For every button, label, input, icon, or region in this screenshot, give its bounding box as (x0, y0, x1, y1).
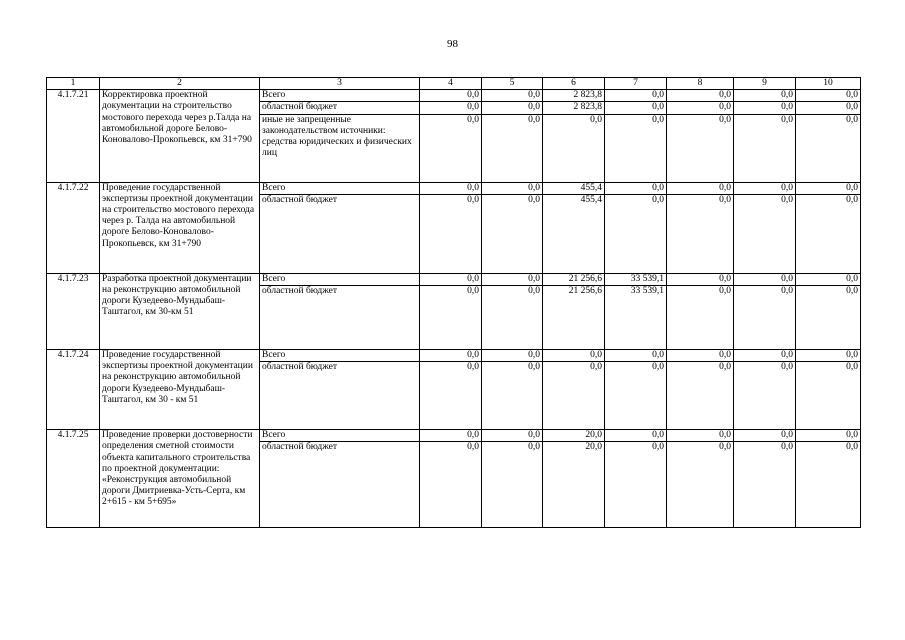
value-cell: 0,0 (667, 362, 734, 430)
value-cell: 0,0 (667, 430, 734, 442)
value-cell: 0,0 (796, 442, 861, 528)
value-cell: 0,0 (482, 194, 543, 273)
value-cell: 0,0 (734, 286, 796, 350)
row-description: Проведение государственной экспертизы проектной документации на строительство мостового перехода через р. Талда на автомобильной дороге Белово-Коновалово-Прокопьевск, км 31+790 (100, 182, 260, 273)
table-row (47, 273, 861, 285)
value-cell: 0,0 (605, 350, 667, 362)
table-row (47, 182, 861, 194)
table-row (47, 350, 861, 362)
table-row (47, 90, 861, 102)
value-cell: 0,0 (796, 273, 861, 285)
value-cell: 0,0 (667, 90, 734, 102)
value-cell: 0,0 (734, 194, 796, 273)
funding-source: Всего (260, 430, 420, 442)
value-cell: 0,0 (796, 362, 861, 430)
value-cell: 0,0 (796, 114, 861, 182)
header-row (47, 78, 861, 90)
column-header: 3 (260, 78, 420, 90)
value-cell: 0,0 (734, 442, 796, 528)
budget-table (46, 77, 861, 528)
column-header: 4 (420, 78, 482, 90)
value-cell: 0,0 (420, 362, 482, 430)
value-cell: 0,0 (605, 90, 667, 102)
row-code: 4.1.7.25 (47, 430, 100, 528)
page-number: 98 (447, 38, 458, 50)
value-cell: 33 539,1 (605, 273, 667, 285)
funding-source: иные не запрещенные законодательством источники: средства юридических и физических лиц (260, 114, 420, 182)
value-cell: 0,0 (734, 90, 796, 102)
value-cell: 0,0 (420, 90, 482, 102)
value-cell: 0,0 (796, 430, 861, 442)
value-cell: 0,0 (667, 286, 734, 350)
value-cell: 0,0 (796, 90, 861, 102)
value-cell: 0,0 (605, 430, 667, 442)
value-cell: 20,0 (543, 442, 605, 528)
row-description: Разработка проектной документации на реконструкцию автомобильной дороги Кузедеево-Мундыбаш-Таштагол, км 30-км 51 (100, 273, 260, 349)
value-cell: 0,0 (482, 114, 543, 182)
value-cell: 0,0 (605, 114, 667, 182)
value-cell: 0,0 (482, 286, 543, 350)
column-header: 9 (734, 78, 796, 90)
value-cell: 0,0 (543, 350, 605, 362)
value-cell: 0,0 (420, 102, 482, 114)
value-cell: 0,0 (420, 286, 482, 350)
value-cell: 33 539,1 (605, 286, 667, 350)
table-row (47, 430, 861, 442)
value-cell: 2 823,8 (543, 102, 605, 114)
value-cell: 2 823,8 (543, 90, 605, 102)
column-header: 7 (605, 78, 667, 90)
value-cell: 0,0 (734, 273, 796, 285)
value-cell: 0,0 (734, 114, 796, 182)
value-cell: 0,0 (667, 182, 734, 194)
value-cell: 0,0 (605, 182, 667, 194)
column-header: 8 (667, 78, 734, 90)
row-code: 4.1.7.24 (47, 350, 100, 430)
column-header: 6 (543, 78, 605, 90)
row-description: Проведение государственной экспертизы проектной документации на реконструкцию автомобильной дороги Кузедеево-Мундыбаш-Таштагол, км 30 - км 51 (100, 350, 260, 430)
value-cell: 0,0 (734, 102, 796, 114)
value-cell: 0,0 (420, 114, 482, 182)
value-cell: 455,4 (543, 182, 605, 194)
funding-source: областной бюджет (260, 362, 420, 430)
funding-source: областной бюджет (260, 194, 420, 273)
value-cell: 0,0 (796, 102, 861, 114)
value-cell: 0,0 (734, 350, 796, 362)
value-cell: 0,0 (667, 194, 734, 273)
funding-source: областной бюджет (260, 102, 420, 114)
value-cell: 0,0 (667, 350, 734, 362)
value-cell: 0,0 (734, 182, 796, 194)
value-cell: 0,0 (482, 430, 543, 442)
value-cell: 0,0 (420, 194, 482, 273)
funding-source: областной бюджет (260, 286, 420, 350)
value-cell: 21 256,6 (543, 273, 605, 285)
value-cell: 0,0 (482, 102, 543, 114)
value-cell: 0,0 (605, 194, 667, 273)
value-cell: 0,0 (667, 273, 734, 285)
column-header: 10 (796, 78, 861, 90)
value-cell: 0,0 (605, 102, 667, 114)
value-cell: 0,0 (420, 442, 482, 528)
column-header: 5 (482, 78, 543, 90)
value-cell: 0,0 (420, 430, 482, 442)
value-cell: 0,0 (796, 182, 861, 194)
column-header: 1 (47, 78, 100, 90)
value-cell: 0,0 (420, 273, 482, 285)
value-cell: 0,0 (482, 182, 543, 194)
value-cell: 0,0 (796, 350, 861, 362)
funding-source: Всего (260, 350, 420, 362)
value-cell: 0,0 (796, 286, 861, 350)
value-cell: 0,0 (667, 102, 734, 114)
value-cell: 20,0 (543, 430, 605, 442)
value-cell: 0,0 (543, 362, 605, 430)
value-cell: 0,0 (482, 442, 543, 528)
value-cell: 0,0 (605, 362, 667, 430)
value-cell: 0,0 (482, 90, 543, 102)
value-cell: 0,0 (605, 442, 667, 528)
funding-source: Всего (260, 90, 420, 102)
value-cell: 21 256,6 (543, 286, 605, 350)
value-cell: 455,4 (543, 194, 605, 273)
funding-source: областной бюджет (260, 442, 420, 528)
value-cell: 0,0 (482, 362, 543, 430)
row-code: 4.1.7.23 (47, 273, 100, 349)
value-cell: 0,0 (667, 114, 734, 182)
value-cell: 0,0 (796, 194, 861, 273)
value-cell: 0,0 (734, 430, 796, 442)
row-code: 4.1.7.22 (47, 182, 100, 273)
funding-source: Всего (260, 182, 420, 194)
row-code: 4.1.7.21 (47, 90, 100, 182)
column-header: 2 (100, 78, 260, 90)
value-cell: 0,0 (420, 350, 482, 362)
value-cell: 0,0 (734, 362, 796, 430)
funding-source: Всего (260, 273, 420, 285)
value-cell: 0,0 (482, 350, 543, 362)
row-description: Корректировка проектной документации на строительство мостового перехода через р.Талда на автомобильной дороге Белово-Коновалово-Прокопьевск, км 31+790 (100, 90, 260, 182)
value-cell: 0,0 (482, 273, 543, 285)
value-cell: 0,0 (543, 114, 605, 182)
value-cell: 0,0 (667, 442, 734, 528)
row-description: Проведение проверки достоверности определения сметной стоимости объекта капитального строительства по проектной документации: «Реконструкция автомобильной дороги Дмитриевка-Усть-Серта, км 2+615 - км 5+695» (100, 430, 260, 528)
value-cell: 0,0 (420, 182, 482, 194)
